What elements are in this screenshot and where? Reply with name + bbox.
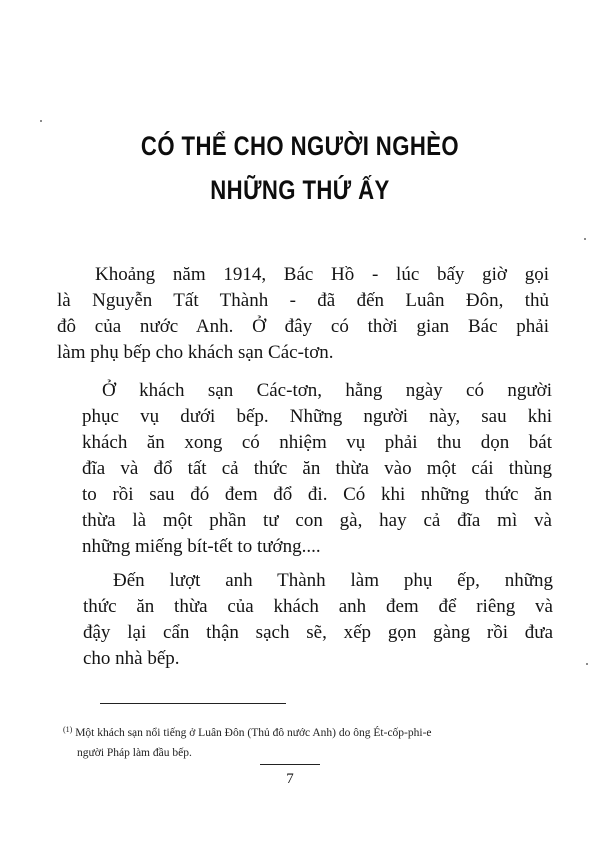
paragraph-line: Khoảng năm 1914, Bác Hồ - lúc bấy giờ gọi: [95, 264, 549, 285]
paragraph-line: to rồi sau đó đem đổ đi. Có khi những thức ăn: [82, 484, 552, 505]
scan-speck: [40, 120, 42, 122]
footnote-text: Một khách sạn nổi tiếng ở Luân Đôn (Thủ đô nước Anh) do ông Ét-cốp-phi-e: [75, 727, 432, 739]
paragraph-line: đô của nước Anh. Ở đây có thời gian Bác phải: [57, 316, 549, 337]
footnote-marker: (1): [63, 725, 73, 734]
paragraph-line: là Nguyễn Tất Thành - đã đến Luân Đôn, thủ: [57, 290, 549, 311]
paragraph-line: thức ăn thừa của khách anh đem để riêng và: [83, 596, 553, 617]
paragraph-line: Đến lượt anh Thành làm phụ ếp, những: [113, 570, 553, 591]
chapter-title-line-2: NHỮNG THỨ ẤY: [210, 175, 390, 205]
paragraph-line: làm phụ bếp cho khách sạn Các-tơn.: [57, 342, 334, 363]
paragraph-line: khách ăn xong có nhiệm vụ phải thu dọn bát: [82, 432, 552, 453]
paragraph-line: đậy lại cẩn thận sạch sẽ, xếp gọn gàng rồi đưa: [83, 622, 553, 643]
paragraph-2: [82, 378, 552, 560]
footnote-separator: [100, 703, 286, 704]
paragraph-1: [57, 262, 549, 366]
scan-speck: [584, 238, 586, 240]
page-number: 7: [286, 771, 294, 787]
chapter-title-line-1: CÓ THỂ CHO NGƯỜI NGHÈO: [140, 131, 460, 161]
footnote-line-2: người Pháp làm đầu bếp.: [77, 747, 192, 759]
paragraph-line: Ở khách sạn Các-tơn, hằng ngày có người: [102, 380, 552, 401]
paragraph-line: đĩa và đổ tất cả thức ăn thừa vào một cái thùng: [82, 458, 552, 479]
paragraph-line: thừa là một phần tư con gà, hay cả đĩa mì và: [82, 510, 552, 531]
footnote-line-1: [63, 720, 543, 743]
scan-speck: [586, 663, 588, 665]
paragraph-line: phục vụ dưới bếp. Những người này, sau khi: [82, 406, 552, 427]
paragraph-line: những miếng bít-tết to tướng....: [82, 536, 321, 557]
footnote: [63, 720, 543, 763]
paragraph-line: cho nhà bếp.: [83, 648, 180, 669]
paragraph-3: [83, 568, 553, 672]
page-number-rule: [260, 764, 320, 765]
